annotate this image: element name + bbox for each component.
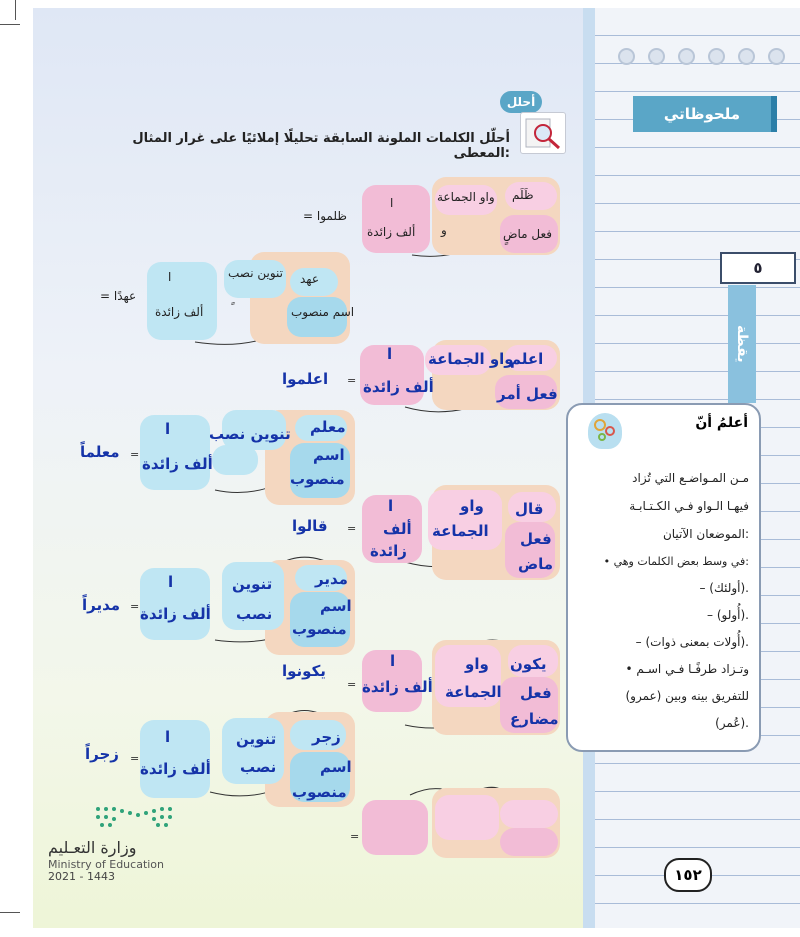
root-word: عهد [300, 272, 319, 286]
root-type: اسم منصوب [291, 305, 355, 319]
binder-hole [618, 48, 635, 65]
added-label: تنوين [232, 575, 273, 593]
info-box [566, 403, 761, 752]
diagram-box [435, 795, 499, 840]
info-line: – (أُولات بمعنى ذوات). [635, 635, 749, 649]
added-label: تنوين نصب [209, 425, 291, 443]
added-label: تنوين [236, 730, 277, 748]
added-label: الجماعة [432, 522, 489, 540]
root-type: منصوب [290, 470, 345, 488]
added-label: تنوين نصب [228, 266, 283, 280]
analyze-badge: أحلل [500, 91, 542, 113]
root-word: يكون [510, 655, 547, 673]
crop-mark [0, 24, 20, 25]
extra-letter: ا [168, 270, 172, 284]
added-symbol: و [441, 223, 447, 237]
equals-sign: = [130, 600, 140, 613]
equals-sign: = [347, 374, 357, 387]
word: معلماً [80, 443, 120, 461]
equals-sign: = [347, 522, 357, 535]
extra-label: ألف زائدة [363, 378, 434, 396]
root-type: فعل [520, 684, 552, 702]
ministry-logo-icon [90, 803, 180, 833]
root-type: منصوب [292, 783, 347, 801]
page-number: ١٥٢ [664, 858, 712, 892]
info-line: – (أُولو). [707, 608, 749, 622]
diagram-box [147, 262, 217, 340]
info-line: فيهـا الـواو فـي الكـتـابـة [629, 499, 749, 513]
extra-label: زائدة [370, 542, 407, 560]
root-type: فعل أمر [497, 385, 558, 403]
extra-letter: ا [390, 652, 396, 670]
extra-label: ألف زائدة [155, 305, 204, 319]
instruction-text: أحلّل الكلمات الملونة السابقة تحليلًا إملائيًا على غرار المثال المعطى: [132, 131, 510, 161]
extra-letter: ا [388, 497, 394, 515]
root-type: اسم [313, 446, 345, 464]
magnifier-document-icon [520, 112, 566, 154]
diagram-box [140, 415, 210, 490]
lesson-number-box: ٥ [720, 252, 796, 284]
extra-label: ألف زائدة [367, 225, 416, 239]
root-word: ظَلَم [512, 188, 534, 202]
word: اعلموا [282, 370, 329, 388]
side-label: يقظة [728, 285, 756, 403]
equals-sign: = [350, 830, 360, 843]
diagram-box [140, 568, 210, 640]
crop-mark [15, 0, 16, 20]
extra-letter: ا [387, 345, 393, 363]
added-label: نصب [236, 605, 273, 623]
binder-hole [678, 48, 695, 65]
extra-letter: ا [390, 196, 394, 210]
added-label: الجماعة [445, 683, 502, 701]
word: زجراً [85, 745, 119, 763]
binder-hole [738, 48, 755, 65]
word: قالوا [292, 517, 328, 535]
root-type: مضارع [510, 710, 559, 728]
extra-label: ألف زائدة [142, 455, 213, 473]
info-line: (عُمر). [715, 716, 749, 730]
root-word: معلم [310, 418, 346, 436]
binder-hole [768, 48, 785, 65]
word: = ظلموا [303, 209, 347, 223]
diagram-box [140, 720, 210, 798]
equals-sign: = [347, 678, 357, 691]
extra-letter: ا [168, 573, 174, 591]
head-gears-icon [588, 413, 622, 449]
equals-sign: = [130, 752, 140, 765]
info-line: • وتـزاد طرفًـا فـي اسـم [625, 662, 749, 676]
extra-label: ألف زائدة [362, 678, 433, 696]
diagram-box [362, 185, 430, 253]
diagram-box [362, 800, 428, 855]
root-word: قال [515, 500, 544, 518]
binder-hole [708, 48, 725, 65]
root-type: اسم [320, 597, 352, 615]
edition-year: 2021 - 1443 [48, 870, 115, 883]
binder-hole [648, 48, 665, 65]
root-type: فعل ماضٍ [503, 227, 553, 241]
root-type: منصوب [292, 620, 347, 638]
diagram-box [500, 800, 558, 828]
diagram-box [500, 828, 558, 856]
equals-sign: = [130, 448, 140, 461]
extra-label: ألف زائدة [140, 605, 211, 623]
extra-label: ألف [383, 520, 412, 538]
root-word: زجر [312, 728, 341, 746]
notes-tab: ملحوظاتي [633, 96, 777, 132]
added-label: واو الجماعة [428, 350, 514, 368]
info-line: – (أولئك). [699, 581, 749, 595]
info-line: (عمرو) للتفريق بينه وبين [625, 689, 749, 703]
ministry-name-arabic: وزارة التعـليم [48, 838, 137, 857]
info-line: الموضعان الآتيان: [662, 527, 749, 541]
added-label: واو [465, 655, 489, 673]
info-line: مـن المـواضـع التي تُزاد [632, 471, 749, 485]
root-word: اعلم [510, 350, 544, 368]
root-type: فعل [520, 530, 552, 548]
root-type: اسم [320, 758, 352, 776]
word: يكونوا [282, 662, 326, 680]
added-label: واو [460, 497, 484, 515]
info-line: • في وسط بعض الكلمات وهي: [603, 555, 749, 568]
crop-mark [0, 912, 20, 913]
root-word: مدير [315, 570, 348, 588]
ministry-name-english: Ministry of Education [48, 858, 165, 871]
diagram-box [212, 445, 258, 475]
added-label: نصب [240, 758, 277, 776]
info-title: أعلمُ أنّ [695, 415, 748, 431]
word: = عهدًا [100, 289, 137, 303]
added-label: واو الجماعة [437, 190, 495, 204]
extra-letter: ا [165, 420, 171, 438]
extra-label: ألف زائدة [140, 760, 211, 778]
root-type: ماض [518, 555, 554, 573]
extra-letter: ا [165, 728, 171, 746]
word: مديراً [82, 596, 121, 614]
